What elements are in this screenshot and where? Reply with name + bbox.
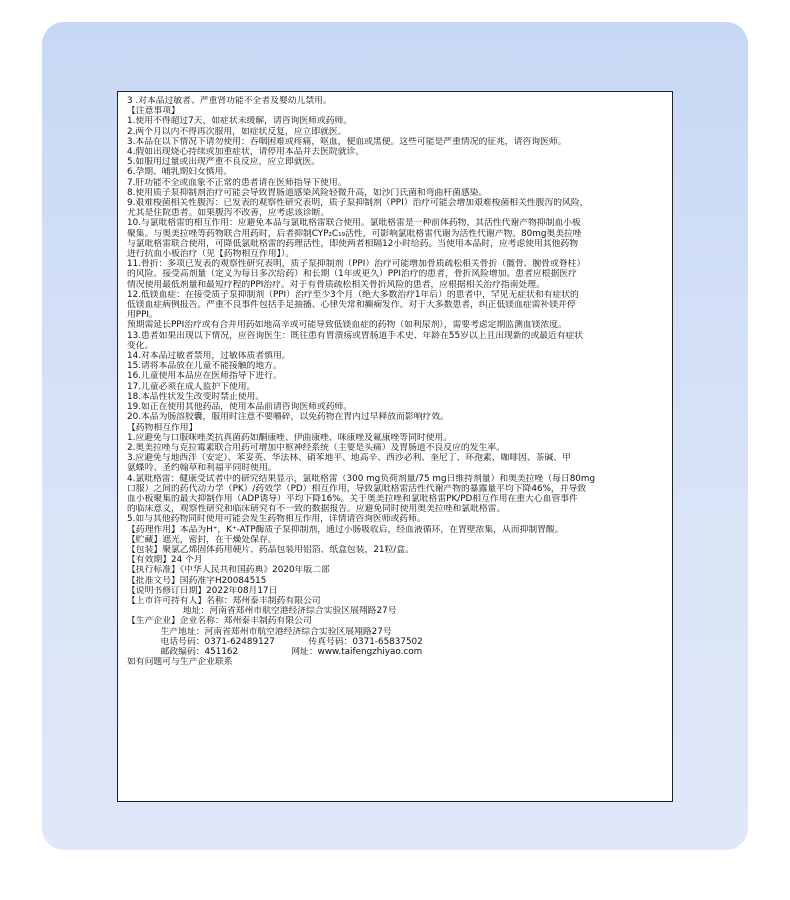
precaution-15: 15.请将本品放在儿童不能接触的地方。 [127,361,282,372]
section-interactions-header: 【药物相互作用】 [127,422,198,433]
precaution-6: 6.孕期、哺乳期妇女慎用。 [127,167,233,178]
precaution-4: 4.假如出现烧心持续或加重症状，请停用本品并去医院就诊。 [127,147,365,158]
interaction-2: 2.奥美拉唑与克拉霉素联合用药可增加中枢神经系统（主要是头痛）及胃肠道不良反应的发生率。 [127,442,505,453]
precaution-12-line1: 12.低镁血症：在接受质子泵抑制剂（PPI）治疗至少3个月（绝大多数治疗1年后）的患者中，罕见无症状和有症状的 [127,289,579,300]
precaution-17: 17.儿童必须在成人监护下使用。 [127,381,256,392]
standard: 【执行标准】《中华人民共和国药典》2020年版二部 [127,565,330,576]
precaution-8: 8.使用质子泵抑制剂治疗可能会导致胃肠道感染风险轻微升高，如沙门氏菌和弯曲杆菌感染。 [127,187,488,198]
mah-name: 【上市许可持有人】名称：郑州泰丰制药有限公司 [127,595,321,606]
section-precautions-header: 【注意事项】 [127,106,180,117]
interaction-3-line1: 3.应避免与地西泮（安定）、苯妥英、华法林、硝苯地平、地高辛、西沙必利、奎尼丁、环孢素、咖啡因、茶碱、甲 [127,453,571,464]
precaution-10-line1: 10.与氯吡格雷的相互作用：应避免本品与氯吡格雷联合使用。氯吡格雷是一种前体药物，其活性代谢产物抑制血小板 [127,218,581,229]
pharmacology: 【药理作用】本品为H⁺，K⁺-ATP酶质子泵抑制剂，通过小肠吸收后，经血液循环，在胃壁浓集，从而抑制胃酸。 [127,524,564,535]
interaction-3-line2: 氨蝶呤、圣约翰草和利福平同时使用。 [127,463,277,474]
precaution-3: 3.本品在以下情况下请勿使用：吞咽困难或疼痛，呕血，便血或黑便。这些可能是严重情况的征兆，请咨询医师。 [127,136,567,147]
precaution-9-line1: 9.艰难梭菌相关性腹泻：已发表的观察性研究表明，质子泵抑制剂（PPI）治疗可能会增加艰难梭菌相关性腹泻的风险， [127,198,589,209]
instruction-leaflet [117,91,673,802]
precaution-11-line3: 情况使用最低剂量和最短疗程的PPI治疗。对于有骨质疏松相关骨折风险的患者，应根据相关治疗指南处理。 [127,279,545,290]
precaution-11-line1: 11.骨折：多项已发表的观察性研究表明，质子泵抑制剂（PPI）治疗可能增加骨质疏松相关骨折（髋骨、腕骨或脊柱） [127,259,586,270]
precaution-13-line1: 13.患者如果出现以下情况，应咨询医生：既往患有胃溃疡或胃肠道手术史、年龄在55岁以上且出现新的或最近有症状 [127,330,584,341]
precaution-19: 19.如正在使用其他药品，使用本品前请咨询医师或药师。 [127,402,353,413]
precaution-12-line2: 低镁血症病例报告。严重不良事件包括手足抽搐、心律失常和癫痫发作。对于大多数患者，纠正低镁血症需补镁并停 [127,300,576,311]
precaution-10-line4: 进行抗血小板治疗（见【药物相互作用】）。 [127,249,295,260]
interaction-5: 5.如与其他药物同时使用可能会发生药物相互作用，详情请咨询医师或药师。 [127,514,426,525]
revision-date: 【说明书修订日期】2022年08月17日 [127,585,278,596]
precaution-16: 16.儿童使用本品应在医师指导下进行。 [127,371,282,382]
precaution-13-line2: 变化。 [127,340,154,351]
contact-note: 如有问题可与生产企业联系 [127,657,233,668]
approval-number: 【批准文号】国药准字H20084515 [127,575,267,586]
mah-address: 地址：河南省郑州市航空港经济综合实验区展翔路27号 [127,606,397,617]
storage: 【贮藏】遮光，密封，在干燥处保存。 [127,534,277,545]
precaution-18: 18.本品性状发生改变时禁止使用。 [127,391,265,402]
interaction-4-line4: 的临床意义，观察性研究和临床研究有不一致的数据报告。应避免同时使用奥美拉唑和氯吡格雷。 [127,504,506,515]
manufacturer-postcode-website: 邮政编码：451162 网址：www.taifengzhiyao.com [127,646,423,657]
interaction-4-line2: 口服）之间的药代动力学（PK）/药效学（PD）相互作用，导致氯吡格雷活性代谢产物的暴露量平均下降46%，并导致 [127,483,587,494]
shelf-life: 【有效期】24 个月 [127,555,203,566]
interaction-4-line3: 血小板聚集的最大抑制作用（ADP诱导）平均下降16%。关于奥美拉唑和氯吡格雷PK/PD相互作用在重大心血管事件 [127,493,578,504]
precaution-10-line2: 聚集。与奥美拉唑等药物联合用药时，后者抑制CYP₂C₁₉活性，可影响氯吡格雷代谢为活性代谢产物。80mg奥美拉唑 [127,228,582,239]
contraindication-3: 3 .对本品过敏者、严重肾功能不全者及婴幼儿禁用。 [127,96,332,106]
precaution-12-line4: 预期需延长PPI治疗或有合并用药如地高辛或可能导致低镁血症的药物（如利尿剂），需要考虑定期监测血镁浓度。 [127,320,567,331]
precaution-14: 14.对本品过敏者禁用，过敏体质者慎用。 [127,351,291,362]
precaution-1: 1.使用不得超过7天，如症状未缓解，请咨询医师或药师。 [127,116,353,127]
precaution-12-line3: 用PPI。 [127,310,158,321]
interaction-1: 1.应避免与口服咪唑类抗真菌药如酮康唑、伊曲康唑、咪康唑及氟康唑等同时使用。 [127,432,453,443]
manufacturer-phone-fax: 电话号码：0371-62489127 传真号码：0371-65837502 [127,636,423,647]
precaution-5: 5.如服用过量或出现严重不良反应，应立即就医。 [127,157,321,168]
precaution-9-line2: 尤其是住院患者。如果腹泻不改善，应考虑该诊断。 [127,208,330,219]
interaction-4-line1: 4.氯吡格雷：健康受试者中的研究结果显示，氯吡格雷（300 mg负荷剂量/75 mg日维持剂量）和奥美拉唑（每日80mg [127,473,596,484]
precaution-10-line3: 与氯吡格雷联合使用，可降低氯吡格雷的药理活性，即使两者相隔12小时给药。当使用本品时，应考虑使用其他药物 [127,238,579,249]
precaution-20: 20.本品为肠溶胶囊，服用时注意不要嚼碎，以免药物在胃内过早释放而影响疗效。 [127,412,449,423]
precaution-2: 2.两个月以内不得再次服用，如症状反复，应立即就医。 [127,126,347,137]
precaution-7: 7.肝功能不全或血象不正常的患者请在医师指导下使用。 [127,177,347,188]
manufacturer-name: 【生产企业】企业名称：郑州泰丰制药有限公司 [127,616,312,627]
packaging: 【包装】聚氯乙烯固体药用硬片、药品包装用铝箔、纸盒包装，21粒/盒。 [127,544,414,555]
manufacturer-address: 生产地址：河南省郑州市航空港经济综合实验区展翔路27号 [127,626,392,637]
precaution-11-line2: 的风险。接受高剂量（定义为每日多次给药）和长期（1年或更久）PPI治疗的患者，骨折风险增加。患者应根据医疗 [127,269,577,280]
